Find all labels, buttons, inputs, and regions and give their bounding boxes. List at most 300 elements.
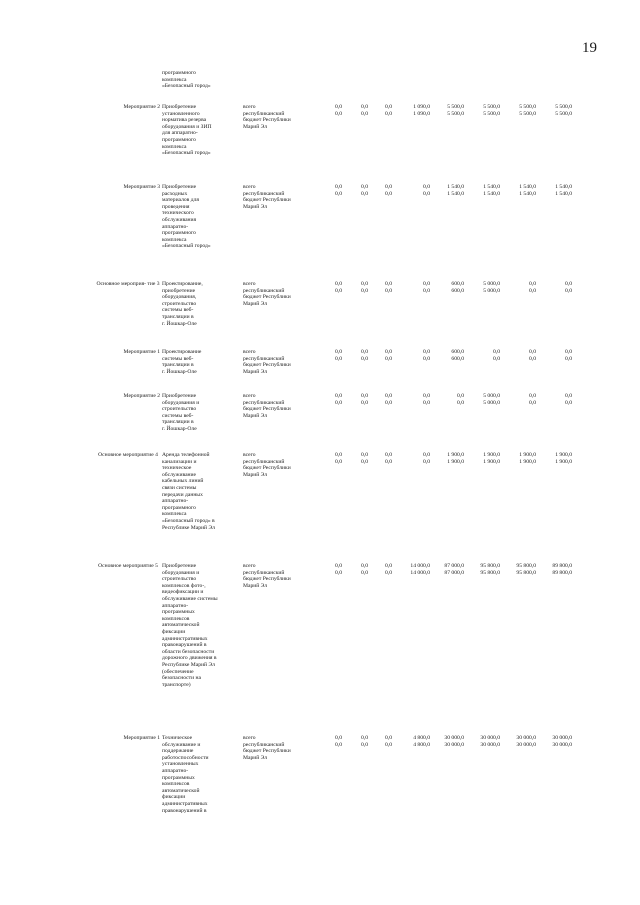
text-line: системы веб- [162,412,194,419]
funding-source [243,452,317,478]
text-line: 1 900,0 [555,458,572,465]
text-line: комплексов фото-, [162,582,206,589]
text-line: фиксации [162,628,186,635]
text-line: 14 000,0 [410,563,430,569]
amount-cell [316,184,342,197]
amount-cell [316,281,342,294]
text-line: 0,0 [385,563,392,569]
text-line: 0,0 [529,355,536,362]
text-line: 600,0 [451,349,464,355]
text-line: г. Йошкар-Оле [162,425,197,432]
measure-label: Мероприятие 1 [123,735,160,741]
text-line: 0,0 [361,287,368,294]
text-line: республиканский [243,190,285,197]
text-line: 0,0 [457,393,464,399]
text-line: 0,0 [385,349,392,355]
text-line: оборудования и ЗИП [162,123,212,130]
text-line: 0,0 [385,104,392,110]
funding-source [243,349,317,375]
amount-cell [372,184,392,197]
text-line: 0,0 [385,399,392,406]
text-line: 5 000,0 [483,399,500,406]
text-line: 0,0 [565,399,572,406]
amount-cell [398,452,430,465]
text-line: канализации и [162,458,197,465]
text-line: 0,0 [457,399,464,406]
funding-source [243,184,317,210]
text-line: оборудования и [162,399,200,406]
text-line: материалов для [162,197,199,204]
text-line: 0,0 [565,349,572,355]
text-line: 1 540,0 [483,184,500,190]
amount-cell [468,563,500,576]
text-line: административных [162,800,208,807]
text-line: 1 540,0 [555,184,572,190]
funding-source [243,563,317,589]
text-line: 30 000,0 [552,735,572,741]
text-line: автоматической [162,787,200,794]
text-line: 5 500,0 [555,110,572,117]
measure-name [162,563,234,688]
text-line: установленного [162,110,200,117]
amount-cell [372,563,392,576]
text-line: (обеспечение [162,668,194,675]
amount-cell [398,349,430,362]
text-line: аппаратно- [162,223,189,230]
text-line: 0,0 [385,741,392,748]
text-line: 0,0 [423,184,430,190]
text-line: Марий Эл [243,300,268,307]
text-line: 30 000,0 [444,741,464,748]
text-line: республиканский [243,741,285,748]
text-line: бюджет Республики [243,748,291,755]
amount-cell [316,349,342,362]
text-line: 0,0 [423,190,430,197]
text-line: 0,0 [361,563,368,569]
text-line: 89 800,0 [552,563,572,569]
text-line: 5 500,0 [447,104,464,110]
text-line: 0,0 [423,452,430,458]
text-line: комплекса [162,236,187,243]
text-line: 0,0 [335,281,342,287]
text-line: 0,0 [361,458,368,465]
text-line: 0,0 [361,393,368,399]
page-number: 19 [582,40,597,56]
text-line: системы веб- [162,307,194,314]
text-line: г. Йошкар-Оле [162,320,197,327]
amount-cell [316,563,342,576]
text-line: 1 090,0 [413,110,430,117]
text-line: Марий Эл [243,582,268,589]
amount-cell [468,184,500,197]
text-line: аппаратно- [162,498,189,505]
text-line: 0,0 [493,355,500,362]
amount-cell [346,349,368,362]
measure-label: Основное мероприятие 5 [98,563,158,569]
text-line: 0,0 [361,184,368,190]
amount-cell [468,104,500,117]
text-line: 14 000,0 [410,569,430,576]
funding-source [243,281,317,307]
text-line: 0,0 [361,190,368,197]
text-line: 1 540,0 [519,184,536,190]
amount-cell [432,393,464,406]
text-line: 1 900,0 [519,458,536,465]
text-line: 0,0 [385,355,392,362]
text-line: 5 500,0 [483,104,500,110]
amount-cell [468,452,500,465]
amount-cell [468,735,500,748]
amount-cell [346,184,368,197]
text-line: строительство [162,576,197,583]
text-line: Приобретение [162,393,197,399]
amount-cell [316,452,342,465]
text-line: 4 800,0 [413,741,430,748]
text-line: 95 800,0 [480,569,500,576]
amount-cell [372,349,392,362]
amount-cell [504,452,536,465]
text-line: трансляции в [162,362,194,369]
amount-cell [398,563,430,576]
text-line: 30 000,0 [480,741,500,748]
amount-cell [346,735,368,748]
measure-name [162,104,234,157]
text-line: 0,0 [361,349,368,355]
funding-source [243,735,317,761]
amount-cell [432,349,464,362]
text-line: 95 800,0 [516,563,536,569]
text-line: 0,0 [565,355,572,362]
text-line: 0,0 [361,741,368,748]
measure-name [162,184,234,250]
measure-label: Мероприятие 3 [123,184,160,190]
amount-cell [432,281,464,294]
text-line: 0,0 [423,355,430,362]
text-line: техническое [162,465,192,472]
text-line: 0,0 [361,569,368,576]
amount-cell [540,735,572,748]
text-line: 95 800,0 [480,563,500,569]
measure-label: Мероприятие 2 [123,393,160,399]
text-line: 0,0 [529,287,536,294]
text-line: программного [162,70,196,76]
text-line: комплексов [162,615,190,622]
text-line: г. Йошкар-Оле [162,368,197,375]
amount-cell [316,393,342,406]
text-line: 0,0 [335,287,342,294]
amount-cell [372,104,392,117]
text-line: аппаратно- [162,767,189,774]
amount-cell [372,281,392,294]
amount-cell [504,563,536,576]
text-line: комплексов [162,781,190,788]
text-line: 0,0 [335,184,342,190]
funding-source [243,393,317,419]
amount-cell [504,393,536,406]
amount-cell [346,281,368,294]
text-line: 0,0 [493,349,500,355]
text-line: видеофиксации и [162,589,204,596]
text-line: строительство [162,406,197,413]
amount-cell [540,104,572,117]
text-line: 0,0 [385,110,392,117]
text-line: бюджет Республики [243,406,291,413]
text-line: безопасности на [162,675,201,682]
text-line: обслуживание и [162,741,201,748]
text-line: «Безопасный город» [162,243,211,250]
text-line: 0,0 [361,735,368,741]
text-line: «Безопасный город» в [162,517,215,524]
text-line: бюджет Республики [243,362,291,369]
text-line: Приобретение [162,563,197,569]
text-line: «Безопасный город» [162,83,211,90]
text-line: 0,0 [361,399,368,406]
measure-label: Основное мероприя- тие 3 [96,281,160,287]
amount-cell [504,349,536,362]
text-line: оборудования и [162,569,200,576]
text-line: бюджет Республики [243,576,291,583]
text-line: 0,0 [361,281,368,287]
amount-cell [398,393,430,406]
text-line: 1 540,0 [447,184,464,190]
text-line: связи системы [162,484,197,491]
text-line: 1 900,0 [483,458,500,465]
amount-cell [316,104,342,117]
text-line: дорожного движения в [162,655,217,662]
amount-cell [398,184,430,197]
text-line: 1 540,0 [519,190,536,197]
text-line: 5 500,0 [519,110,536,117]
text-line: бюджет Республики [243,294,291,301]
text-line: правонарушений в [162,807,207,814]
text-line: 1 540,0 [483,190,500,197]
text-line: республиканский [243,569,285,576]
text-line: строительство [162,300,197,307]
text-line: 30 000,0 [444,735,464,741]
text-line: 600,0 [451,355,464,362]
text-line: 0,0 [335,563,342,569]
text-line: 5 500,0 [483,110,500,117]
text-line: программных [162,774,195,781]
text-line: всего [243,735,256,741]
amount-cell [432,184,464,197]
amount-cell [432,735,464,748]
text-line: трансляции в [162,419,194,426]
text-line: 0,0 [335,399,342,406]
amount-cell [398,281,430,294]
text-line: 0,0 [529,349,536,355]
text-line: установленных [162,761,199,768]
text-line: приобретение [162,287,196,294]
text-line: 0,0 [565,281,572,287]
text-line: транспорте) [162,681,191,688]
text-line: системы веб- [162,355,194,362]
text-line: всего [243,452,256,458]
text-line: Марий Эл [243,754,268,761]
text-line: 0,0 [385,458,392,465]
text-line: 30 000,0 [480,735,500,741]
text-line: республиканский [243,399,285,406]
text-line: 1 540,0 [555,190,572,197]
text-line: 1 900,0 [447,458,464,465]
text-line: технического [162,210,194,217]
text-line: аппаратно- [162,602,189,609]
text-line: правонарушений в [162,642,207,649]
text-line: Марий Эл [243,123,268,130]
text-line: 0,0 [565,287,572,294]
funding-source [243,104,317,130]
text-line: Проектирование [162,349,202,355]
measure-name [162,452,234,531]
text-line: всего [243,281,256,287]
amount-cell [540,563,572,576]
text-line: для аппаратно- [162,130,198,137]
text-line: 5 500,0 [447,110,464,117]
amount-cell [346,563,368,576]
text-line: Марий Эл [243,471,268,478]
text-line: «Безопасный город» [162,150,211,157]
text-line: 600,0 [451,287,464,294]
text-line: 5 000,0 [483,281,500,287]
text-line: 0,0 [335,190,342,197]
text-line: бюджет Республики [243,117,291,124]
text-line: 0,0 [335,452,342,458]
amount-cell [540,281,572,294]
text-line: 0,0 [335,735,342,741]
text-line: расходных [162,190,188,197]
text-line: административных [162,635,208,642]
text-line: Республике Марий Эл [162,661,215,668]
text-line: 0,0 [335,110,342,117]
measure-name [162,281,234,327]
text-line: Проектирование, [162,281,203,287]
text-line: 95 800,0 [516,569,536,576]
amount-cell [346,104,368,117]
text-line: 30 000,0 [552,741,572,748]
measure-label: Основное мероприятие 4 [98,452,158,458]
text-line: 0,0 [423,349,430,355]
text-line: 1 540,0 [447,190,464,197]
measure-name [162,349,234,375]
text-line: 1 900,0 [483,452,500,458]
text-line: обслуживания [162,216,197,223]
text-line: Техническое [162,735,193,741]
amount-cell [372,393,392,406]
text-line: комплекса [162,76,187,83]
text-line: 0,0 [361,104,368,110]
text-line: проведения [162,203,190,210]
measure-label: Мероприятие 2 [123,104,160,110]
amount-cell [372,452,392,465]
text-line: поддержание [162,748,194,755]
measure-name [162,735,234,814]
amount-cell [504,735,536,748]
text-line: всего [243,104,256,110]
text-line: 0,0 [385,735,392,741]
text-line: 0,0 [423,287,430,294]
text-line: 0,0 [335,393,342,399]
text-line: 0,0 [335,355,342,362]
measure-name [162,393,234,433]
text-line: 0,0 [361,452,368,458]
text-line: всего [243,563,256,569]
text-line: 1 900,0 [555,452,572,458]
amount-cell [504,104,536,117]
amount-cell [540,452,572,465]
text-line: бюджет Республики [243,197,291,204]
amount-cell [372,735,392,748]
text-line: Аренда телефонной [162,452,210,458]
text-line: 0,0 [385,287,392,294]
amount-cell [468,393,500,406]
amount-cell [540,184,572,197]
amount-cell [504,281,536,294]
text-line: республиканский [243,355,285,362]
text-line: 87 000,0 [444,569,464,576]
text-line: 30 000,0 [516,741,536,748]
text-line: передачи данных [162,491,203,498]
text-line: автоматической [162,622,200,629]
text-line: программного [162,504,196,511]
text-line: 0,0 [423,399,430,406]
text-line: Марий Эл [243,412,268,419]
amount-cell [316,735,342,748]
text-line: 0,0 [335,104,342,110]
text-line: 30 000,0 [516,735,536,741]
amount-cell [468,281,500,294]
text-line: 0,0 [423,281,430,287]
text-line: норматива резерва [162,117,207,124]
text-line: 0,0 [361,110,368,117]
text-line: 0,0 [335,458,342,465]
text-line: 1 900,0 [519,452,536,458]
text-line: 1 090,0 [413,104,430,110]
text-line: фиксации [162,794,186,801]
text-line: всего [243,349,256,355]
amount-cell [346,393,368,406]
text-line: работоспособности [162,754,209,761]
amount-cell [504,184,536,197]
text-line: Марий Эл [243,203,268,210]
continued-name-cell [162,70,234,90]
text-line: всего [243,393,256,399]
text-line: 0,0 [529,393,536,399]
text-line: обслуживание [162,471,197,478]
text-line: 1 900,0 [447,452,464,458]
text-line: Марий Эл [243,368,268,375]
text-line: всего [243,184,256,190]
text-line: кабельных линий [162,478,204,485]
text-line: программного [162,230,196,237]
text-line: 0,0 [385,281,392,287]
text-line: 0,0 [529,399,536,406]
text-line: республиканский [243,458,285,465]
measure-label: Мероприятие 1 [123,349,160,355]
amount-cell [468,349,500,362]
amount-cell [432,452,464,465]
text-line: трансляции в [162,313,194,320]
text-line: 0,0 [385,184,392,190]
amount-cell [398,735,430,748]
text-line: 0,0 [385,190,392,197]
text-line: 5 500,0 [519,104,536,110]
text-line: республиканский [243,110,285,117]
text-line: программного [162,136,196,143]
text-line: 0,0 [385,452,392,458]
text-line: 87 000,0 [444,563,464,569]
text-line: 0,0 [335,569,342,576]
text-line: 5 000,0 [483,393,500,399]
